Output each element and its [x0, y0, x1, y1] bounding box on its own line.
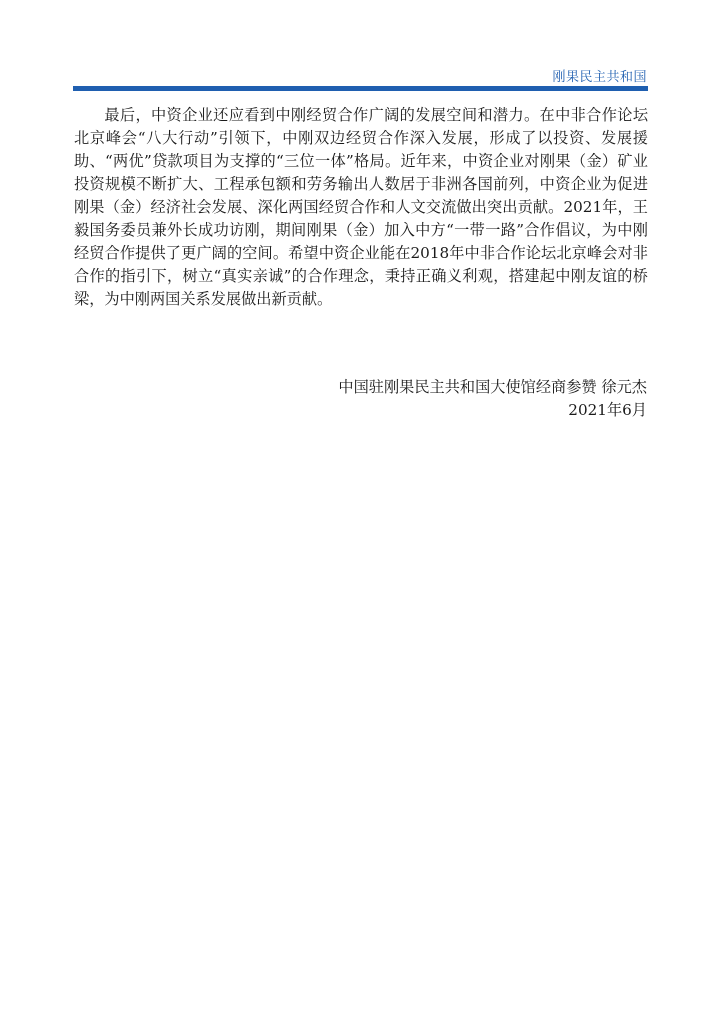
body-paragraph: 最后，中资企业还应看到中刚经贸合作广阔的发展空间和潜力。在中非合作论坛北京峰会“八大行动”引领下，中刚双边经贸合作深入发展，形成了以投资、发展援助、“两优”贷款项目为支撑的“三位一体”格局。近年来，中资企业对刚果（金）矿业投资规模不断扩大、工程承包额和劳务输出人数居于非洲各国前列，中资企业为促进刚果（金）经济社会发展、深化两国经贸合作和人文交流做出突出贡献。2021年，王毅国务委员兼外长成功访刚，期间刚果（金）加入中方“一带一路”合作倡议，为中刚经贸合作提供了更广阔的空间。希望中资企业能在2018年中非合作论坛北京峰会对非合作的指引下，树立“真实亲诚”的合作理念，秉持正确义利观，搭建起中刚友谊的桥梁，为中刚两国关系发展做出新贡献。	[74, 106, 648, 308]
header-rule	[73, 86, 648, 91]
signature-date: 2021年6月	[568, 401, 647, 419]
signature-block	[338, 376, 647, 422]
running-header-title: 刚果民主共和国	[552, 70, 647, 85]
signature-author: 中国驻刚果民主共和国大使馆经商参赞 徐元杰	[338, 378, 647, 396]
